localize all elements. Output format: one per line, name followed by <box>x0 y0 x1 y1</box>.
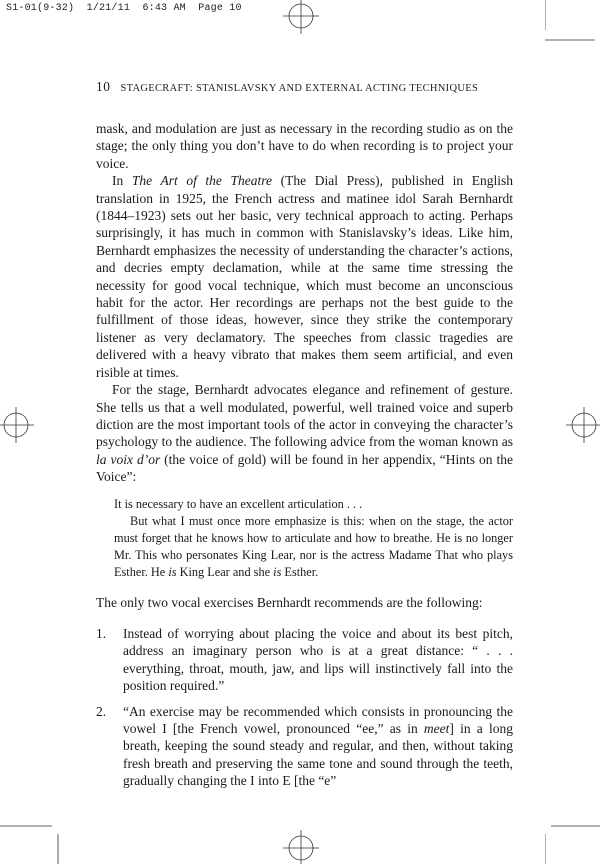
text-run: (The Dial Press), published in English translation in 1925, the French actress and matinee idol Sarah Bernhardt (1844–1923) sets out her basic, very technical approach to acting. Perhaps surprisingly, it has much in common with Stanislavsky’s ideas. Like him, Bernhardt emphasizes the necessity of understanding the character’s actions, and decries empty declamation, while at the same time stressing the necessity for good vocal technique, which must become an unconscious habit for the actor. Her recordings are perhaps not the best guide to the fulfillment of those ideas, however, since they strike the contemporary listener as very declamatory. The speeches from classic tragedies are delivered with a heavy vibrato that makes them seem artificial, and even risible at times. <box>96 173 514 380</box>
running-head-title: STAGECRAFT: STANISLAVSKY AND EXTERNAL ACTING TECHNIQUES <box>120 83 479 94</box>
crop-mark-top-right-icon <box>545 0 600 45</box>
italic-phrase: la voix d’or <box>96 451 161 467</box>
slug-date: 1/21/11 <box>86 3 131 14</box>
exercise-list <box>96 625 513 790</box>
italic-word: meet <box>423 720 450 736</box>
body-text <box>96 120 513 798</box>
text-run: But what I must once more emphasize is this: when on the stage, the actor must forget that he knows how to articulate and how to breathe. He is no longer Mr. This who personates King Lear, nor is the actress Madame That who plays Esther. He <box>114 513 513 580</box>
list-number: 2. <box>96 703 107 719</box>
book-title: The Art of the Theatre <box>131 173 273 189</box>
running-head <box>96 79 516 95</box>
paragraph-bernhardt-intro <box>96 172 513 381</box>
slug-time: 6:43 AM <box>142 3 186 14</box>
text-run: In <box>112 173 132 189</box>
italic-word: is <box>168 565 177 580</box>
slug-page: Page 10 <box>198 3 242 14</box>
text-run: For the stage, Bernhardt advocates elegance and refinement of gesture. She tells us that a well modulated, powerful, well trained voice and superb diction are the most important tools of the actor in conveying the character’s psychology to the audience. The following advice from the woman known as <box>96 382 513 450</box>
exercises-intro: The only two vocal exercises Bernhardt recommends are the following: <box>96 594 483 610</box>
text-run: Esther. <box>281 565 319 580</box>
list-item-text: Instead of worrying about placing the voice and about its best pitch, address an imaginary person who is at a great distance: “ . . . everything, throat, mouth, jaw, and lips will instinctively fall into the position required.” <box>123 625 513 694</box>
text-run: King Lear and she <box>176 565 274 580</box>
printer-slug <box>6 3 242 14</box>
crop-mark-bottom-right-icon <box>545 818 600 864</box>
registration-mark-right-icon <box>564 405 600 445</box>
registration-mark-top-icon <box>281 0 321 36</box>
italic-word: is <box>273 565 282 580</box>
crop-mark-bottom-left-icon <box>0 818 60 864</box>
text-run: ] in a long breath, keeping the sound steady and regular, and then, without taking fresh breath and preserving the same tone and sound through the teeth, gradually changing the I into E [the “e” <box>123 720 513 789</box>
list-item <box>96 703 513 790</box>
text-run: (the voice of gold) will be found in her appendix, “Hints on the Voice”: <box>96 451 513 485</box>
slug-file: S1-01(9-32) <box>6 3 75 14</box>
list-item <box>96 625 513 695</box>
registration-mark-left-icon <box>0 405 36 445</box>
list-item-text <box>123 704 513 789</box>
registration-mark-bottom-icon <box>281 828 321 864</box>
list-number: 1. <box>96 625 107 641</box>
quote-paragraph <box>114 513 513 582</box>
paragraph-continuation: mask, and modulation are just as necessary in the recording studio as on the stage; the only thing you don’t have to do when recording is to project your voice. <box>96 121 513 171</box>
paragraph-stage-advice <box>96 381 513 485</box>
block-quote <box>114 496 513 582</box>
text-run: “An exercise may be recommended which consists in pronouncing the vowel I [the French vowel, pronounced “ee,” as in <box>123 703 513 736</box>
quote-line: It is necessary to have an excellent articulation . . . <box>114 496 363 511</box>
page-number: 10 <box>96 79 111 94</box>
